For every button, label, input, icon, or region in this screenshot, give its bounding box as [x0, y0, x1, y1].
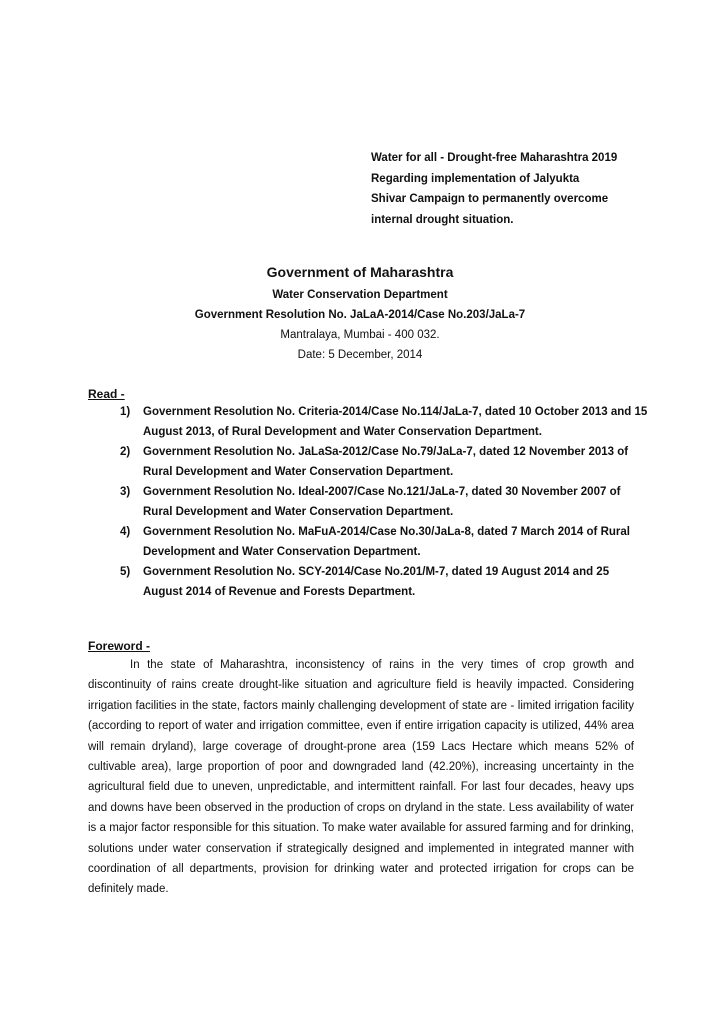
reference-item: [88, 562, 648, 602]
department-name: Water Conservation Department: [272, 289, 448, 301]
foreword-heading: Foreword -: [88, 639, 150, 653]
subject-line: internal drought situation.: [371, 213, 514, 226]
reference-text: Government Resolution No. Ideal-2007/Case No.121/JaLa-7, dated 30 November 2007 of Rural Development and Water Conservation Department.: [143, 486, 621, 518]
reference-item: [88, 442, 648, 482]
reference-list: [88, 402, 648, 602]
reference-text: Government Resolution No. Criteria-2014/Case No.114/JaLa-7, dated 10 October 2013 and 15 August 2013, of Rural Development and Water Conservation Department.: [143, 406, 648, 438]
reference-number: 4): [120, 526, 131, 538]
subject-block: [371, 148, 671, 230]
reference-item: [88, 482, 648, 522]
subject-line: Shivar Campaign to permanently overcome: [371, 193, 609, 205]
resolution-header: [0, 262, 720, 365]
reference-item: [88, 402, 648, 442]
reference-number: 5): [120, 566, 131, 578]
subject-line: Regarding implementation of Jalyukta: [371, 172, 580, 185]
resolution-number: Government Resolution No. JaLaA-2014/Case No.203/JaLa-7: [194, 309, 526, 321]
reference-text: Government Resolution No. MaFuA-2014/Case No.30/JaLa-8, dated 7 March 2014 of Rural Development and Water Conservation Department.: [143, 526, 630, 558]
government-title: Government of Maharashtra: [266, 264, 454, 280]
reference-text: Government Resolution No. SCY-2014/Case No.201/M-7, dated 19 August 2014 and 25 August 2014 of Revenue and Forests Department.: [143, 566, 610, 598]
reference-text: Government Resolution No. JaLaSa-2012/Case No.79/JaLa-7, dated 12 November 2013 of Rural Development and Water Conservation Department.: [143, 446, 629, 478]
subject-line: Water for all - Drought-free Maharashtra 2019: [371, 152, 618, 164]
reference-number: 2): [120, 446, 131, 458]
address: Mantralaya, Mumbai - 400 032.: [280, 329, 440, 341]
read-heading: Read -: [88, 387, 125, 401]
reference-number: 3): [120, 486, 131, 498]
reference-number: 1): [120, 406, 131, 418]
resolution-date: Date: 5 December, 2014: [297, 349, 423, 361]
reference-item: [88, 522, 648, 562]
foreword-text: In the state of Maharashtra, inconsistency of rains in the very times of crop growth and discontinuity of rains create drought-like situation and agriculture field is heavily impacted. Considering irrigation facilities in the state, factors mainly challenging development of state are - limited irrigation facility (according to report of water and irrigation committee, even if entire irrigation capacity is utilized, 44% area will remain dryland), large coverage of drought-prone area (159 Lacs Hectare which means 52% of cultivable area), large proportion of poor and downgraded land (42.20%), increasing uncertainty in the agricultural field due to uneven, unpredictable, and intermittent rainfall. For last four decades, heavy ups and downs have been observed in the production of crops on dryland in the state. Less availability of water is a major factor responsible for this situation. To make water available for assured farming and for drinking, solutions under water conservation if strategically designed and implemented in integrated manner with coordination of all departments, provision for drinking water and protected irrigation for crops can be definitely made.: [88, 659, 634, 896]
foreword-paragraph: [88, 655, 634, 900]
